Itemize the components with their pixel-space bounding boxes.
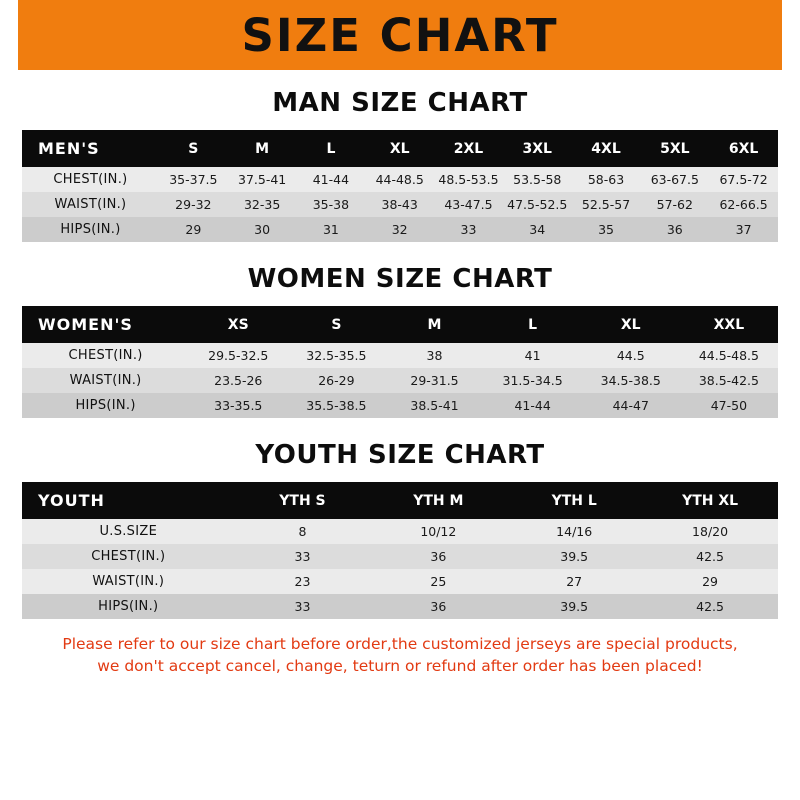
cell: 36 — [640, 217, 709, 242]
section-women — [0, 264, 800, 418]
table-man — [22, 130, 778, 242]
table-man-col-0: S — [159, 130, 228, 167]
table-women-col-2: M — [385, 306, 483, 343]
table-women-col-5: XXL — [680, 306, 778, 343]
cell: 29.5-32.5 — [189, 343, 287, 368]
table-women — [22, 306, 778, 418]
row-label-hips: HIPS(IN.) — [22, 594, 235, 619]
cell: 29 — [642, 569, 778, 594]
page-title: SIZE CHART — [241, 8, 559, 62]
table-man-body — [22, 167, 778, 242]
table-row — [22, 192, 778, 217]
cell: 33 — [235, 544, 371, 569]
cell: 44.5 — [582, 343, 680, 368]
section-title-man: MAN SIZE CHART — [272, 88, 528, 118]
table-row — [22, 519, 778, 544]
table-youth-head — [22, 482, 778, 519]
table-women-col-4: XL — [582, 306, 680, 343]
cell: 10/12 — [370, 519, 506, 544]
table-man-head — [22, 130, 778, 167]
cell: 35 — [572, 217, 641, 242]
table-man-col-2: L — [297, 130, 366, 167]
cell: 30 — [228, 217, 297, 242]
cell: 32 — [365, 217, 434, 242]
footer-note-line-1: Please refer to our size chart before order,the customized jerseys are special products, — [62, 635, 738, 653]
cell: 47.5-52.5 — [503, 192, 572, 217]
cell: 44.5-48.5 — [680, 343, 778, 368]
cell: 57-62 — [640, 192, 709, 217]
table-women-col-3: L — [484, 306, 582, 343]
table-women-col-0: XS — [189, 306, 287, 343]
table-youth-col-3: YTH XL — [642, 482, 778, 519]
cell: 8 — [235, 519, 371, 544]
section-man — [0, 88, 800, 242]
table-youth — [22, 482, 778, 619]
cell: 52.5-57 — [572, 192, 641, 217]
cell: 44-48.5 — [365, 167, 434, 192]
row-label-waist: WAIST(IN.) — [22, 569, 235, 594]
cell: 39.5 — [506, 594, 642, 619]
cell: 38.5-42.5 — [680, 368, 778, 393]
cell: 33 — [235, 594, 371, 619]
cell: 37.5-41 — [228, 167, 297, 192]
row-label-chest: CHEST(IN.) — [22, 343, 189, 368]
cell: 44-47 — [582, 393, 680, 418]
table-youth-col-2: YTH L — [506, 482, 642, 519]
table-man-col-4: 2XL — [434, 130, 503, 167]
table-youth-header-label: YOUTH — [22, 482, 235, 519]
table-women-body — [22, 343, 778, 418]
table-women-col-1: S — [287, 306, 385, 343]
cell: 32-35 — [228, 192, 297, 217]
table-youth-col-0: YTH S — [235, 482, 371, 519]
cell: 29-32 — [159, 192, 228, 217]
cell: 42.5 — [642, 544, 778, 569]
cell: 25 — [370, 569, 506, 594]
table-row — [22, 569, 778, 594]
cell: 38.5-41 — [385, 393, 483, 418]
table-row — [22, 368, 778, 393]
table-row — [22, 594, 778, 619]
cell: 26-29 — [287, 368, 385, 393]
table-man-col-5: 3XL — [503, 130, 572, 167]
table-man-col-8: 6XL — [709, 130, 778, 167]
table-row — [22, 544, 778, 569]
section-title-youth: YOUTH SIZE CHART — [255, 440, 545, 470]
table-man-header-label: MEN'S — [22, 130, 159, 167]
footer-note — [0, 633, 800, 678]
cell: 41 — [484, 343, 582, 368]
table-row — [22, 482, 778, 519]
section-title-women: WOMEN SIZE CHART — [247, 264, 553, 294]
table-youth-body — [22, 519, 778, 619]
section-youth — [0, 440, 800, 619]
cell: 36 — [370, 544, 506, 569]
cell: 33-35.5 — [189, 393, 287, 418]
cell: 34 — [503, 217, 572, 242]
row-label-chest: CHEST(IN.) — [22, 167, 159, 192]
table-row — [22, 167, 778, 192]
cell: 38-43 — [365, 192, 434, 217]
table-women-head — [22, 306, 778, 343]
cell: 35-38 — [297, 192, 366, 217]
page-header — [0, 0, 800, 70]
cell: 41-44 — [484, 393, 582, 418]
cell: 31 — [297, 217, 366, 242]
cell: 14/16 — [506, 519, 642, 544]
cell: 18/20 — [642, 519, 778, 544]
cell: 36 — [370, 594, 506, 619]
cell: 47-50 — [680, 393, 778, 418]
cell: 48.5-53.5 — [434, 167, 503, 192]
row-label-chest: CHEST(IN.) — [22, 544, 235, 569]
cell: 62-66.5 — [709, 192, 778, 217]
table-youth-col-1: YTH M — [370, 482, 506, 519]
cell: 23 — [235, 569, 371, 594]
cell: 38 — [385, 343, 483, 368]
cell: 53.5-58 — [503, 167, 572, 192]
table-row — [22, 306, 778, 343]
cell: 29-31.5 — [385, 368, 483, 393]
row-label-us-size: U.S.SIZE — [22, 519, 235, 544]
table-row — [22, 217, 778, 242]
cell: 63-67.5 — [640, 167, 709, 192]
cell: 67.5-72 — [709, 167, 778, 192]
row-label-waist: WAIST(IN.) — [22, 368, 189, 393]
row-label-hips: HIPS(IN.) — [22, 393, 189, 418]
cell: 33 — [434, 217, 503, 242]
cell: 31.5-34.5 — [484, 368, 582, 393]
footer-note-line-2: we don't accept cancel, change, teturn or refund after order has been placed! — [97, 657, 703, 676]
cell: 58-63 — [572, 167, 641, 192]
cell: 37 — [709, 217, 778, 242]
table-row — [22, 130, 778, 167]
cell: 32.5-35.5 — [287, 343, 385, 368]
table-women-header-label: WOMEN'S — [22, 306, 189, 343]
cell: 35-37.5 — [159, 167, 228, 192]
cell: 35.5-38.5 — [287, 393, 385, 418]
table-row — [22, 393, 778, 418]
row-label-hips: HIPS(IN.) — [22, 217, 159, 242]
table-row — [22, 343, 778, 368]
cell: 41-44 — [297, 167, 366, 192]
table-man-col-7: 5XL — [640, 130, 709, 167]
cell: 39.5 — [506, 544, 642, 569]
cell: 23.5-26 — [189, 368, 287, 393]
cell: 29 — [159, 217, 228, 242]
table-man-col-3: XL — [365, 130, 434, 167]
table-man-col-1: M — [228, 130, 297, 167]
cell: 27 — [506, 569, 642, 594]
cell: 43-47.5 — [434, 192, 503, 217]
table-man-col-6: 4XL — [572, 130, 641, 167]
cell: 34.5-38.5 — [582, 368, 680, 393]
row-label-waist: WAIST(IN.) — [22, 192, 159, 217]
cell: 42.5 — [642, 594, 778, 619]
